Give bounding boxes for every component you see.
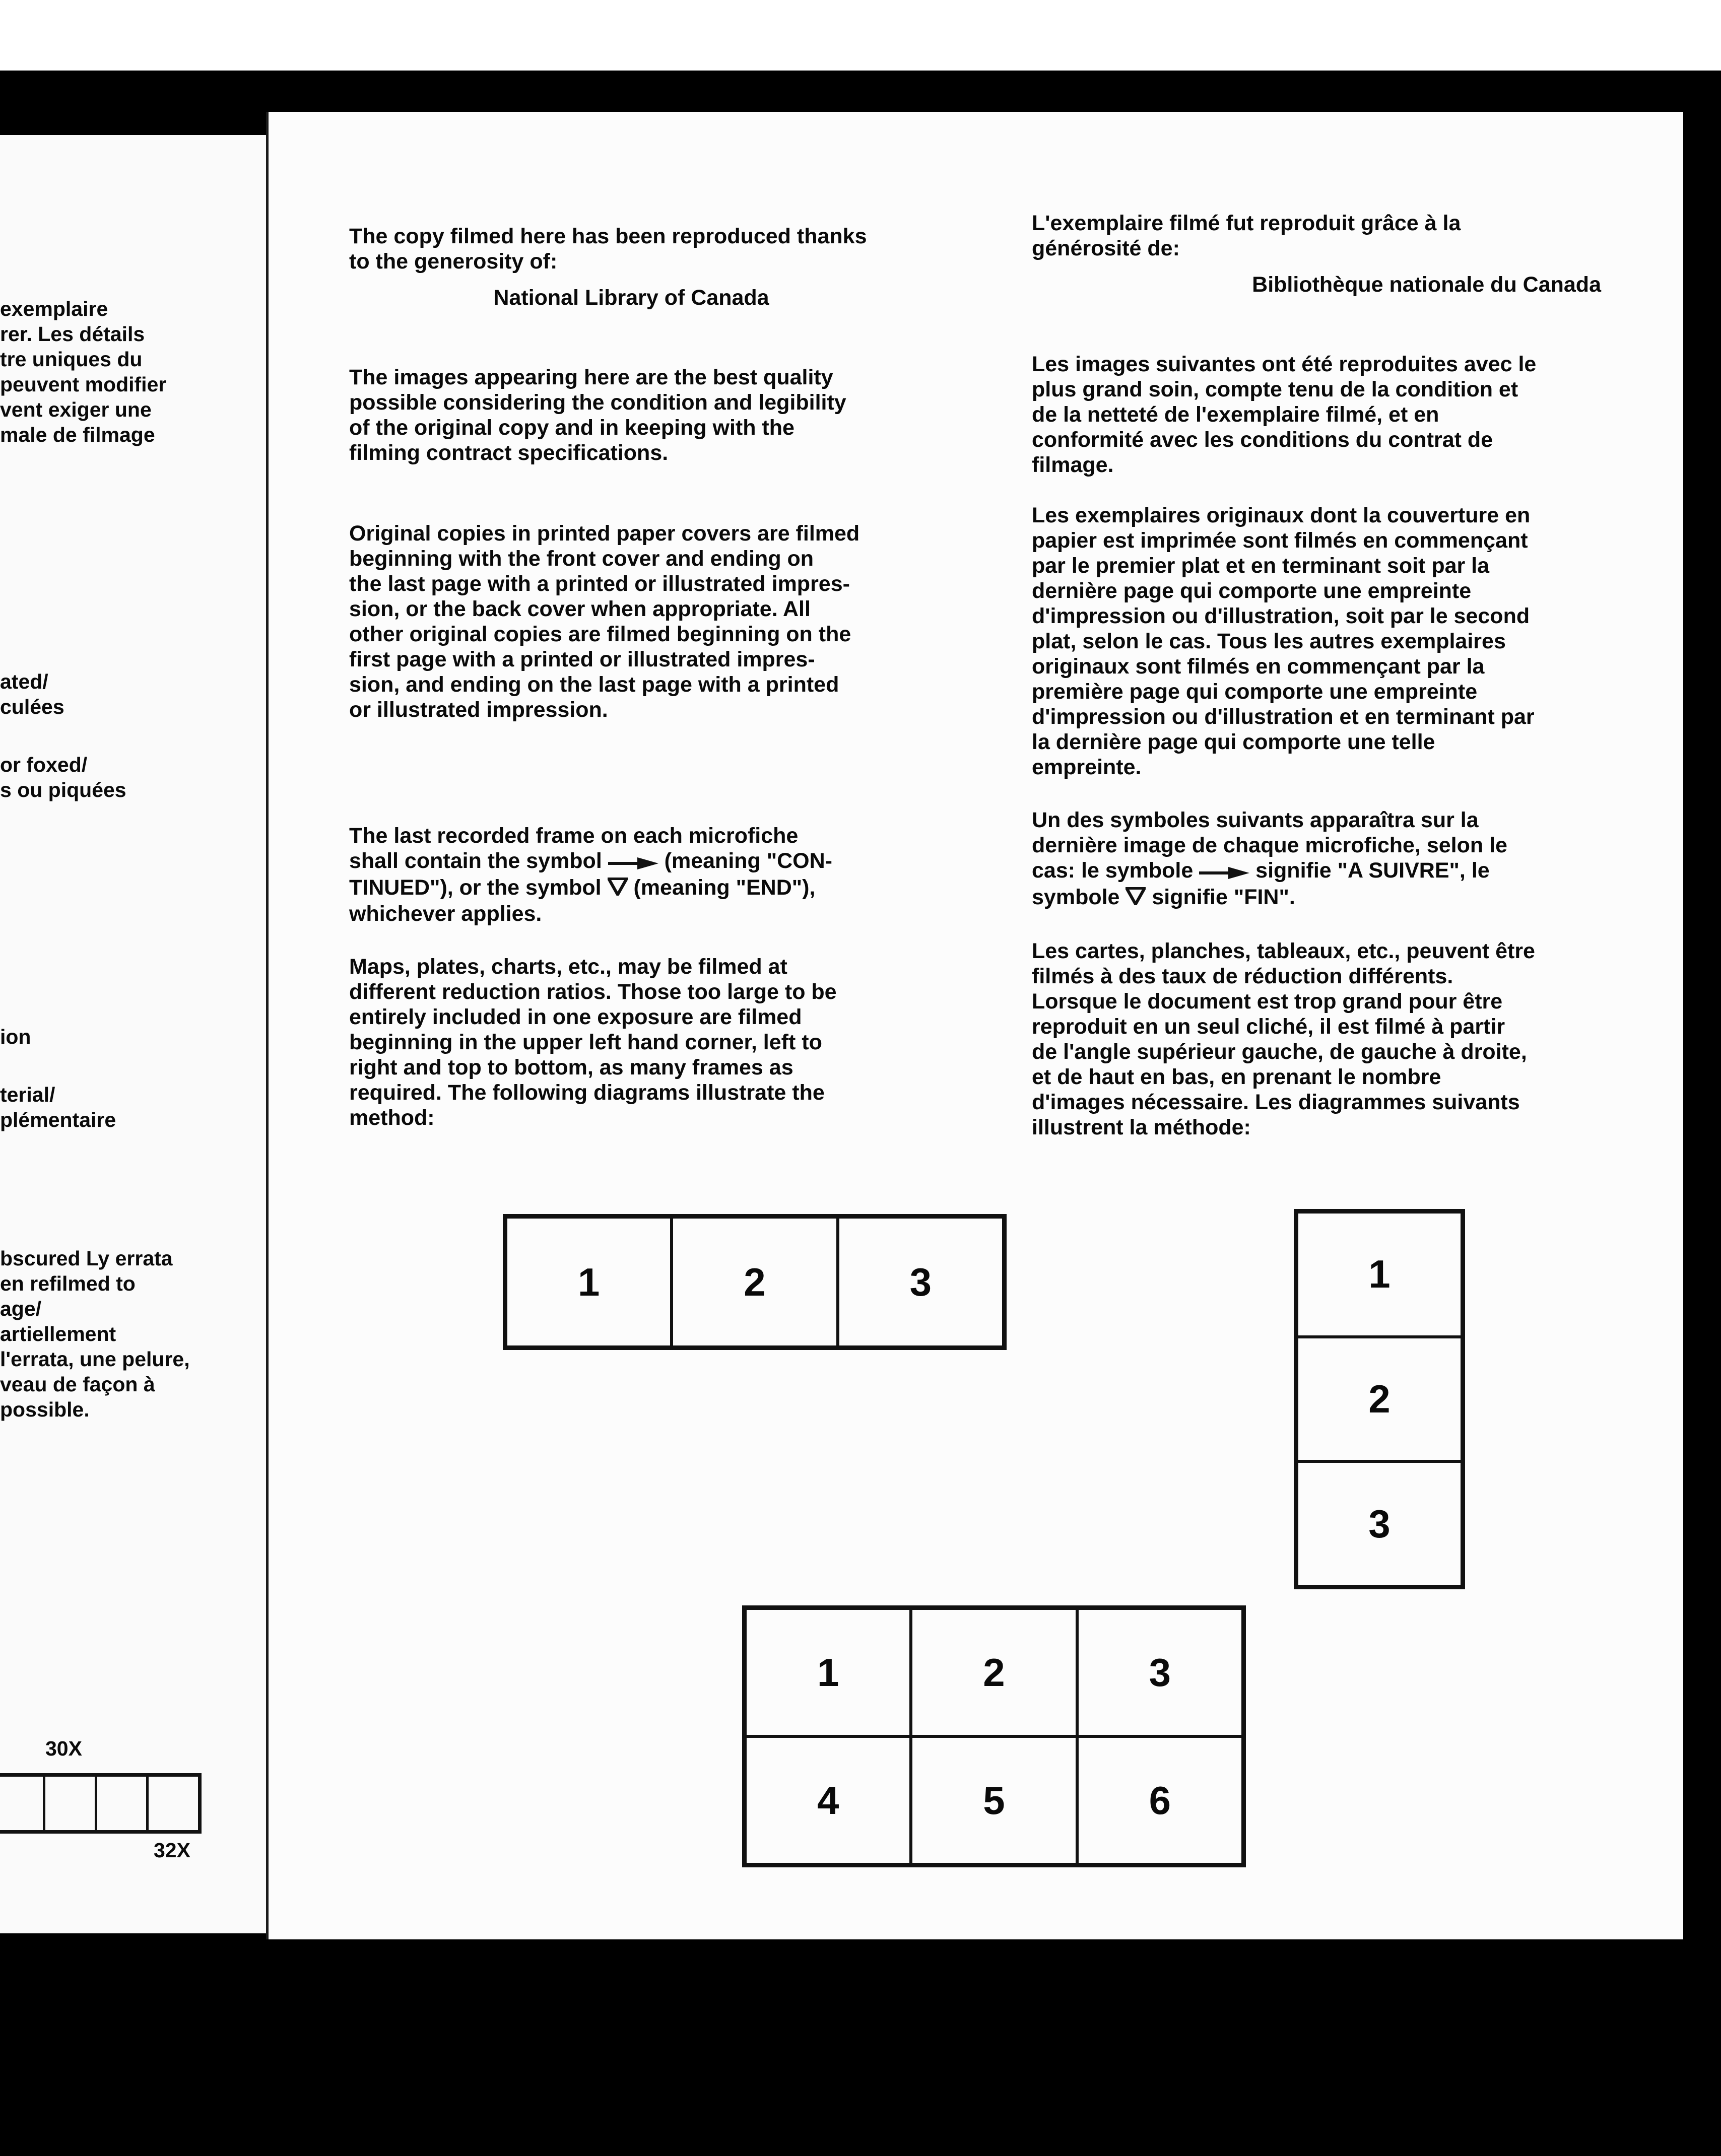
left-text-fragment: terial/ bbox=[0, 1083, 55, 1106]
diagram-frame: 1 bbox=[1297, 1212, 1462, 1337]
left-text-fragment: ated/ bbox=[0, 670, 48, 693]
english-symbols-paragraph bbox=[349, 823, 913, 926]
left-text-fragment: artiellement bbox=[0, 1322, 116, 1345]
french-originals-paragraph: Les exemplaires originaux dont la couverture en papier est imprimée sont filmés en commençant par le premier plat et en terminant soit par la dernière page qui comporte une empreinte d'impression ou d'illustration, soit par le second plat, selon le cas. Tous les autres exemplaires originaux sont filmés en commençant par la première page qui comporte une empreinte d'impression ou d'illustration et en terminant par la dernière page qui comporte une telle empreinte. bbox=[1032, 503, 1535, 779]
reduction-scale-box bbox=[0, 1773, 202, 1834]
diagram-frame: 1 bbox=[506, 1217, 672, 1347]
left-text-fragment: vent exiger une bbox=[0, 398, 152, 421]
diagram-frame: 1 bbox=[745, 1608, 911, 1736]
down-triangle-icon bbox=[608, 876, 628, 901]
left-text-fragment: possible. bbox=[0, 1398, 90, 1421]
left-text-fragment: rer. Les détails bbox=[0, 322, 145, 346]
english-maps-paragraph: Maps, plates, charts, etc., may be filmed at different reduction ratios. Those too large to be entirely included in one exposure are filmed beginning in the upper left hand corner, left to right and top to bottom, as many frames as required. The following diagrams illustrate the method: bbox=[349, 955, 837, 1130]
reduction-label-30x: 30X bbox=[45, 1737, 82, 1760]
english-institution: National Library of Canada bbox=[493, 286, 769, 310]
french-symbols-text: Un des symboles suivants apparaîtra sur la dernière image de chaque microfiche, selon le cas: le symbole bbox=[1032, 808, 1507, 883]
diagram-frame: 4 bbox=[745, 1736, 911, 1864]
english-symbols-text: (meaning "CON- TINUED"), or the symbol bbox=[349, 849, 832, 900]
french-symbols-text: signifie "A SUIVRE", le symbole bbox=[1032, 858, 1490, 909]
reduction-scale-cell bbox=[43, 1777, 95, 1830]
french-column bbox=[1032, 211, 1601, 1140]
left-text-fragment: tre uniques du bbox=[0, 348, 143, 371]
left-text-fragment: bscured Ly errata bbox=[0, 1247, 173, 1270]
diagram-frame: 5 bbox=[911, 1736, 1077, 1864]
diagram-frame: 3 bbox=[838, 1217, 1004, 1347]
english-symbols-text: (meaning "END"), whichever applies. bbox=[349, 875, 816, 926]
left-text-fragment: veau de façon à bbox=[0, 1373, 155, 1396]
english-intro: The copy filmed here has been reproduced thanks to the generosity of: bbox=[349, 224, 867, 274]
french-institution: Bibliothèque nationale du Canada bbox=[1252, 273, 1601, 297]
left-text-fragment: culées bbox=[0, 695, 64, 718]
left-text-fragment: ion bbox=[0, 1025, 31, 1048]
main-page bbox=[266, 112, 1683, 1939]
reduction-scale-cell bbox=[146, 1777, 198, 1830]
diagram-frame: 3 bbox=[1297, 1461, 1462, 1586]
down-triangle-icon bbox=[1126, 886, 1146, 911]
english-symbols-text: The last recorded frame on each microfiche shall contain the symbol bbox=[349, 824, 799, 873]
left-text-fragment: plémentaire bbox=[0, 1108, 116, 1131]
right-arrow-icon bbox=[1199, 859, 1249, 885]
diagram-horizontal bbox=[503, 1214, 1007, 1350]
diagram-frame: 2 bbox=[911, 1608, 1077, 1736]
left-text-fragment: l'errata, une pelure, bbox=[0, 1348, 190, 1371]
left-text-fragment: en refilmed to bbox=[0, 1272, 136, 1295]
french-symbols-text: signifie "FIN". bbox=[1146, 885, 1295, 909]
english-originals-paragraph: Original copies in printed paper covers are filmed beginning with the front cover and ending on the last page with a printed or illustrated impres- sion, or the back cover when appropriate. All other original copies are filmed beginning on the first page with a printed or illustrated impres- sion, and ending on the last page with a printed or illustrated impression. bbox=[349, 521, 860, 722]
diagram-vertical bbox=[1294, 1209, 1465, 1589]
left-text-fragment: s ou piquées bbox=[0, 778, 126, 801]
french-symbols-paragraph bbox=[1032, 807, 1601, 911]
left-text-fragment: peuvent modifier bbox=[0, 373, 167, 396]
diagram-frame: 2 bbox=[672, 1217, 837, 1347]
left-page-fragment bbox=[0, 135, 300, 1933]
reduction-scale-cell bbox=[0, 1777, 43, 1830]
right-arrow-icon bbox=[608, 850, 658, 875]
diagram-frame: 2 bbox=[1297, 1337, 1462, 1462]
french-maps-paragraph: Les cartes, planches, tableaux, etc., peuvent être filmés à des taux de réduction différents. Lorsque le document est trop grand pour être reproduit en un seul cliché, il est filmé à partir de l'angle supérieur gauche, de gauche à droite, et de haut en bas, en prenant le nombre d'images nécessaire. Les diagrammes suivants illustrent la méthode: bbox=[1032, 939, 1535, 1140]
english-quality-paragraph: The images appearing here are the best quality possible considering the condition and legibility of the original copy and in keeping with the filming contract specifications. bbox=[349, 365, 846, 465]
scan-top-margin bbox=[0, 0, 1721, 71]
diagram-grid bbox=[742, 1605, 1246, 1867]
french-quality-paragraph: Les images suivantes ont été reproduites avec le plus grand soin, compte tenu de la condition et de la netteté de l'exemplaire filmé, et en conformité avec les conditions du contrat de filmage. bbox=[1032, 352, 1537, 477]
diagram-frame: 3 bbox=[1077, 1608, 1243, 1736]
left-text-fragment: exemplaire bbox=[0, 297, 108, 320]
diagram-frame: 6 bbox=[1077, 1736, 1243, 1864]
left-text-fragment: or foxed/ bbox=[0, 753, 88, 776]
reduction-label-32x: 32X bbox=[154, 1839, 190, 1862]
reduction-scale-cell bbox=[95, 1777, 147, 1830]
left-text-fragment: age/ bbox=[0, 1297, 42, 1320]
english-column bbox=[349, 224, 913, 1130]
left-text-fragment: male de filmage bbox=[0, 423, 155, 446]
french-intro: L'exemplaire filmé fut reproduit grâce à la générosité de: bbox=[1032, 211, 1461, 260]
